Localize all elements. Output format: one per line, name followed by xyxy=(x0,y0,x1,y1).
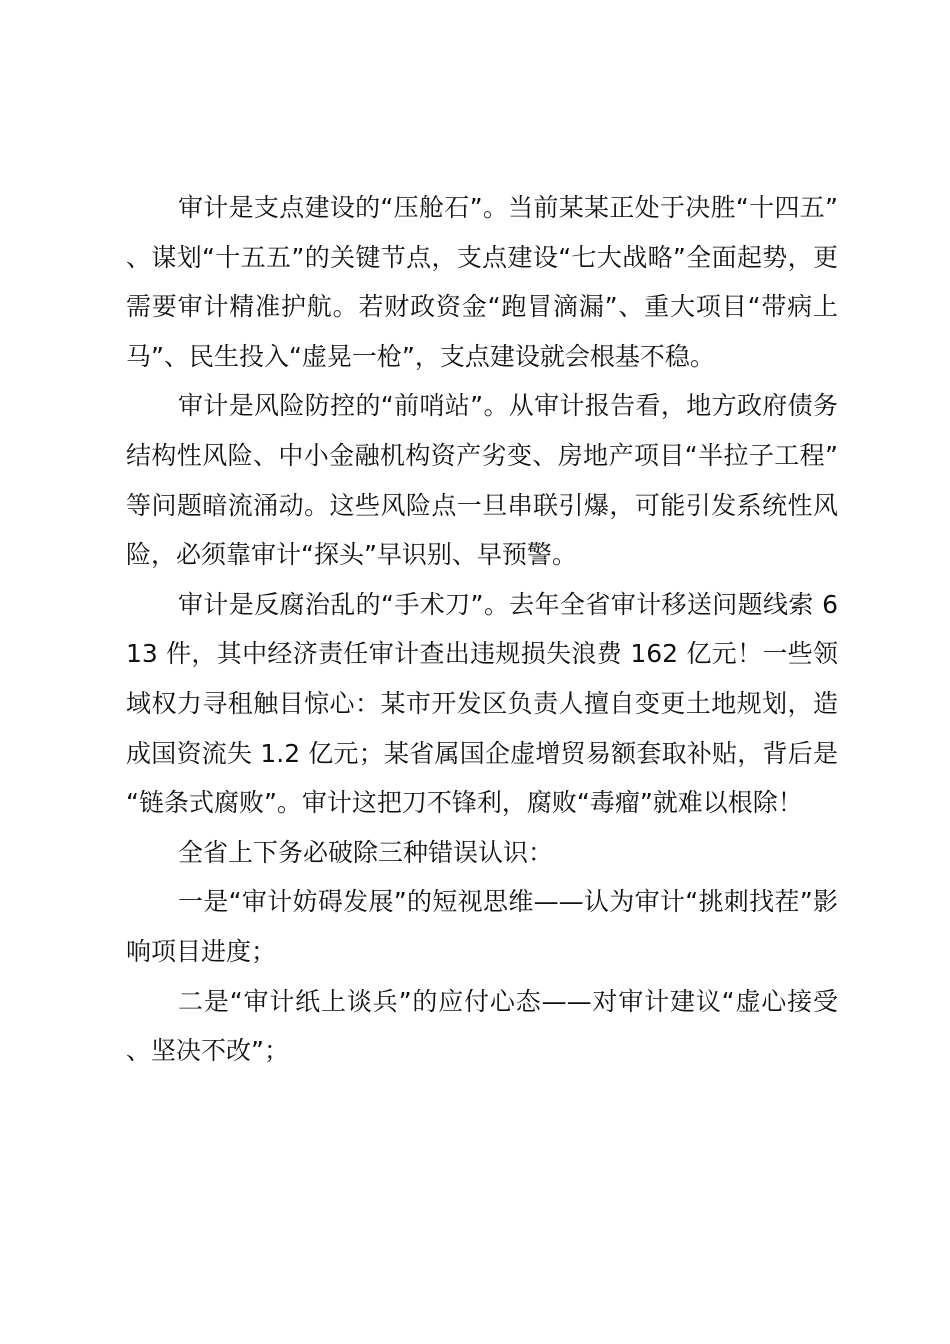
document-body xyxy=(126,183,838,1076)
paragraph-misconception-one: 一是“审计妨碍发展”的短视思维——认为审计“挑刺找茬”影响项目进度； xyxy=(126,887,838,966)
paragraph-outpost: 审计是风险防控的“前哨站”。从审计报告看，地方政府债务结构性风险、中小金融机构资产劣变、房地产项目“半拉子工程”等问题暗流涌动。这些风险点一旦串联引爆，可能引发系统性风险，必须靠审计“探头”早识别、早预警。 xyxy=(126,391,838,570)
paragraph-three-misconceptions: 全省上下务必破除三种错误认识： xyxy=(178,837,554,867)
paragraph-ballast-stone: 审计是支点建设的“压舱石”。当前某某正处于决胜“十四五”、谋划“十五五”的关键节点，支点建设“七大战略”全面起势，更需要审计精准护航。若财政资金“跑冒滴漏”、重大项目“带病上马”、民生投入“虚晃一枪”，支点建设就会根基不稳。 xyxy=(126,193,838,371)
paragraph-scalpel: 审计是反腐治乱的“手术刀”。去年全省审计移送问题线索 613 件，其中经济责任审计查出违规损失浪费 162 亿元！一些领域权力寻租触目惊心：某市开发区负责人擅自变更土地规划，造成国资流失 1.2 亿元；某省属国企虚增贸易额套取补贴，背后是“链条式腐败”。审计这把刀不锋利，腐败“毒瘤”就难以根除！ xyxy=(126,589,838,818)
paragraph-misconception-two: 二是“审计纸上谈兵”的应付心态——对审计建议“虚心接受、坚决不改”； xyxy=(126,986,838,1066)
